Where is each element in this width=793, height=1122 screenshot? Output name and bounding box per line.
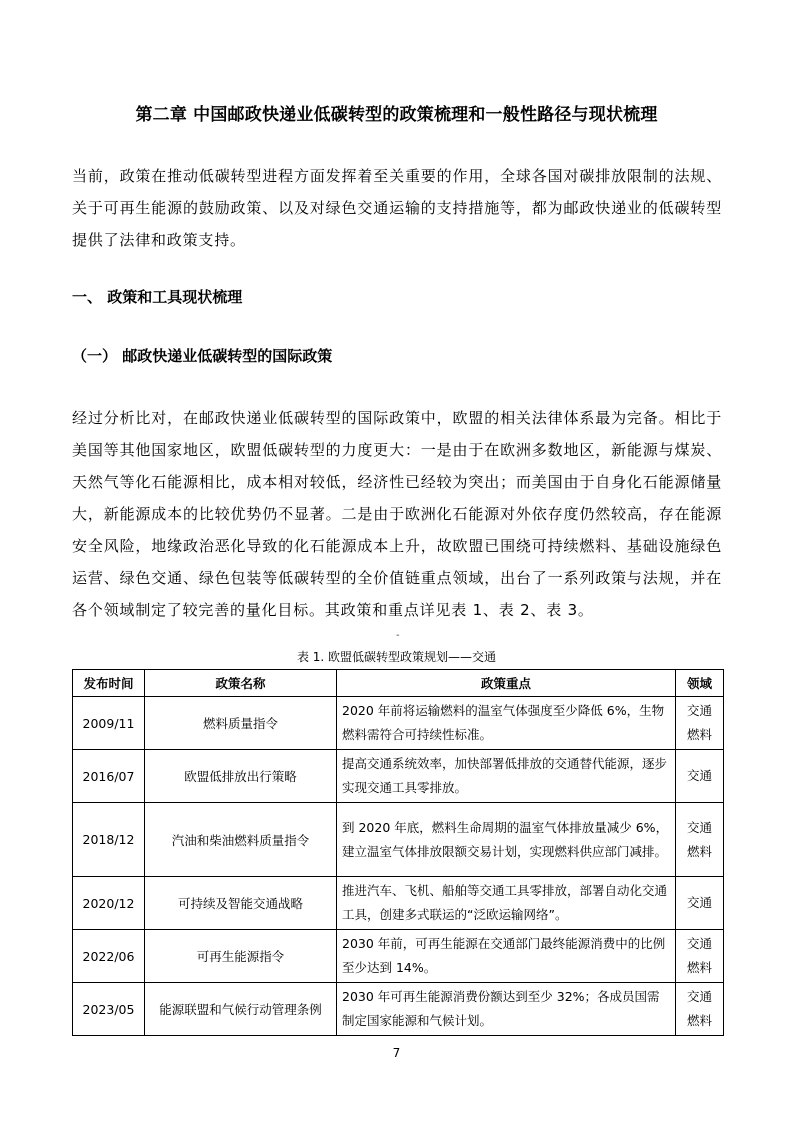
table-row <box>73 697 724 750</box>
cell-domain: 交通燃料 <box>676 983 724 1036</box>
header-domain: 领域 <box>676 670 724 697</box>
cell-policy-focus: 2030 年前，可再生能源在交通部门最终能源消费中的比例至少达到 14%。 <box>337 930 676 983</box>
table-row <box>73 877 724 930</box>
cell-domain: 交通 <box>676 877 724 930</box>
table-row <box>73 803 724 877</box>
table-row <box>73 983 724 1036</box>
stray-dash: - <box>396 630 400 641</box>
cell-date: 2022/06 <box>73 930 145 983</box>
table-row <box>73 930 724 983</box>
table-caption: 表 1. 欧盟低碳转型政策规划——交通 <box>296 650 497 664</box>
cell-policy-focus: 2020 年前将运输燃料的温室气体强度至少降低 6%，生物燃料需符合可持续性标准。 <box>337 697 676 750</box>
policy-table <box>72 669 724 1036</box>
cell-policy-name: 燃料质量指令 <box>145 697 337 750</box>
body-paragraph: 经过分析比对，在邮政快递业低碳转型的国际政策中，欧盟的相关法律体系最为完备。相比于美国等其他国家地区，欧盟低碳转型的力度更大：一是由于在欧洲多数地区，新能源与煤炭、天然气等化石能源相比，成本相对较低，经济性已经较为突出；而美国由于自身化石能源储量大，新能源成本的比较优势仍不显著。二是由于欧洲化石能源对外依存度仍然较高，存在能源安全风险，地缘政治恶化导致的化石能源成本上升，故欧盟已围绕可持续燃料、基础设施绿色运营、绿色交通、绿色包装等低碳转型的全价值链重点领域，出台了一系列政策与法规，并在各个领域制定了较完善的量化目标。其政策和重点详见表 1、表 2、表 3。 <box>72 409 722 619</box>
page-number: 7 <box>392 1046 401 1060</box>
header-policy-focus: 政策重点 <box>337 670 676 697</box>
cell-policy-focus: 2030 年可再生能源消费份额达到至少 32%；各成员国需制定国家能源和气候计划。 <box>337 983 676 1036</box>
cell-policy-name: 可再生能源指令 <box>145 930 337 983</box>
header-date: 发布时间 <box>73 670 145 697</box>
cell-date: 2020/12 <box>73 877 145 930</box>
cell-domain: 交通燃料 <box>676 697 724 750</box>
subsection-heading: （一） 邮政快递业低碳转型的国际政策 <box>72 347 333 365</box>
section-heading: 一、 政策和工具现状梳理 <box>72 288 243 306</box>
table-row <box>73 750 724 803</box>
cell-domain: 交通 <box>676 750 724 803</box>
cell-date: 2016/07 <box>73 750 145 803</box>
cell-policy-focus: 提高交通系统效率，加快部署低排放的交通替代能源，逐步实现交通工具零排放。 <box>337 750 676 803</box>
header-policy-name: 政策名称 <box>145 670 337 697</box>
cell-policy-name: 能源联盟和气候行动管理条例 <box>145 983 337 1036</box>
cell-date: 2023/05 <box>73 983 145 1036</box>
chapter-title: 第二章 中国邮政快递业低碳转型的政策梳理和一般性路径与现状梳理 <box>135 105 658 125</box>
cell-policy-name: 可持续及智能交通战略 <box>145 877 337 930</box>
cell-date: 2009/11 <box>73 697 145 750</box>
cell-date: 2018/12 <box>73 803 145 877</box>
cell-policy-name: 汽油和柴油燃料质量指令 <box>145 803 337 877</box>
cell-policy-focus: 推进汽车、飞机、船舶等交通工具零排放，部署自动化交通工具，创建多式联运的“泛欧运输网络”。 <box>337 877 676 930</box>
intro-paragraph: 当前，政策在推动低碳转型进程方面发挥着至关重要的作用，全球各国对碳排放限制的法规、关于可再生能源的鼓励政策、以及对绿色交通运输的支持措施等，都为邮政快递业的低碳转型提供了法律和政策支持。 <box>72 167 722 249</box>
cell-policy-focus: 到 2020 年底，燃料生命周期的温室气体排放量减少 6%，建立温室气体排放限额交易计划，实现燃料供应部门减排。 <box>337 803 676 877</box>
cell-domain: 交通燃料 <box>676 930 724 983</box>
cell-domain: 交通燃料 <box>676 803 724 877</box>
table-header-row <box>73 670 724 697</box>
cell-policy-name: 欧盟低排放出行策略 <box>145 750 337 803</box>
